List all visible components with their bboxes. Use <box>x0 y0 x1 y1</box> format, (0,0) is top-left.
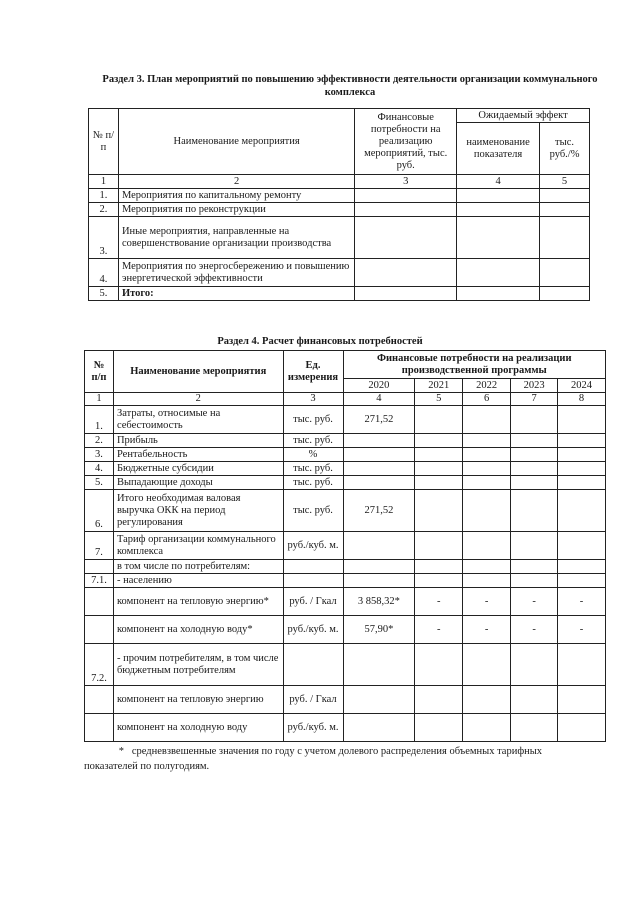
row-unit: руб./куб. м. <box>283 616 343 644</box>
row-value <box>343 434 415 448</box>
header-indicator: наименование показателя <box>457 123 540 175</box>
row-value <box>415 560 463 574</box>
row-value <box>343 462 415 476</box>
col-number: 3 <box>283 393 343 406</box>
row-value <box>558 574 606 588</box>
row-name: Затраты, относимые на себестоимость <box>113 406 283 434</box>
header-name: Наименование мероприятия <box>113 351 283 393</box>
row-value <box>511 490 558 532</box>
table-row <box>89 259 590 287</box>
table-row <box>85 532 606 560</box>
row-unit: руб./куб. м. <box>283 714 343 742</box>
row-unit: руб. / Гкал <box>283 588 343 616</box>
footnote-text: средневзвешенные значения по году с учетом долевого распределения объемных тарифных показателей по полугодиям. <box>84 746 543 772</box>
row-value: - <box>463 616 511 644</box>
row-value <box>558 714 606 742</box>
row-num <box>85 714 114 742</box>
row-unit: руб./куб. м. <box>283 532 343 560</box>
row-value <box>558 560 606 574</box>
row-num <box>85 560 114 574</box>
table-row <box>85 462 606 476</box>
row-num: 7.2. <box>85 644 114 686</box>
row-name: Рентабельность <box>113 448 283 462</box>
row-name: компонент на тепловую энергию <box>113 686 283 714</box>
section-4-table <box>84 350 606 742</box>
row-value <box>511 574 558 588</box>
row-num <box>85 686 114 714</box>
row-num <box>85 588 114 616</box>
row-num: 5. <box>85 476 114 490</box>
row-value <box>415 434 463 448</box>
row-unit: тыс. руб. <box>283 476 343 490</box>
row-value <box>343 448 415 462</box>
row-value <box>343 644 415 686</box>
column-number-row <box>89 175 590 189</box>
row-value <box>511 714 558 742</box>
row-name: в том числе по потребителям: <box>113 560 283 574</box>
header-year: 2024 <box>558 379 606 393</box>
row-value <box>511 560 558 574</box>
row-value <box>463 574 511 588</box>
header-unit: Ед. измерения <box>283 351 343 393</box>
row-num: 5. <box>89 287 119 301</box>
row-unit: тыс. руб. <box>283 462 343 476</box>
table-row <box>85 588 606 616</box>
row-value <box>463 532 511 560</box>
row-value <box>415 448 463 462</box>
row-unit <box>283 560 343 574</box>
row-value <box>343 574 415 588</box>
row-value: - <box>558 616 606 644</box>
row-value <box>463 406 511 434</box>
header-num: № п/п <box>89 109 119 175</box>
row-value <box>558 644 606 686</box>
col-number: 1 <box>89 175 119 189</box>
row-name: Итого необходимая валовая выручка ОКК на период регулирования <box>113 490 283 532</box>
row-value <box>558 476 606 490</box>
col-number: 1 <box>85 393 114 406</box>
table-row <box>85 644 606 686</box>
row-num: 2. <box>85 434 114 448</box>
row-value <box>511 462 558 476</box>
row-name: Мероприятия по капитальному ремонту <box>118 189 354 203</box>
footnote-mark: * <box>118 746 124 757</box>
header-finance: Финансовые потребности на реализацию мероприятий, тыс. руб. <box>355 109 457 175</box>
row-value <box>511 686 558 714</box>
section-4-title: Раздел 4. Расчет финансовых потребностей <box>217 336 423 347</box>
table-row <box>85 686 606 714</box>
row-value <box>558 490 606 532</box>
row-value <box>463 490 511 532</box>
row-name: - прочим потребителям, в том числе бюджетным потребителям <box>113 644 283 686</box>
header-year: 2022 <box>463 379 511 393</box>
row-value <box>511 448 558 462</box>
row-value: - <box>463 588 511 616</box>
row-value <box>511 406 558 434</box>
row-num: 4. <box>85 462 114 476</box>
row-value <box>463 686 511 714</box>
row-num: 3. <box>89 217 119 259</box>
header-finance: Финансовые потребности на реализации производственной программы <box>343 351 606 379</box>
header-effect: Ожидаемый эффект <box>457 109 590 123</box>
row-num: 3. <box>85 448 114 462</box>
row-unit <box>283 574 343 588</box>
row-value <box>463 476 511 490</box>
row-name: - населению <box>113 574 283 588</box>
row-num: 4. <box>89 259 119 287</box>
row-unit: тыс. руб. <box>283 490 343 532</box>
row-unit: % <box>283 448 343 462</box>
row-value <box>343 476 415 490</box>
col-number: 7 <box>511 393 558 406</box>
row-num: 1. <box>89 189 119 203</box>
col-number: 8 <box>558 393 606 406</box>
row-value <box>558 434 606 448</box>
row-unit <box>283 644 343 686</box>
row-value: - <box>558 588 606 616</box>
row-value: 271,52 <box>343 406 415 434</box>
row-value <box>558 686 606 714</box>
row-num: 7.1. <box>85 574 114 588</box>
row-name: Прибыль <box>113 434 283 448</box>
section-3-table <box>88 108 590 301</box>
row-value <box>463 434 511 448</box>
row-value <box>463 560 511 574</box>
table-row <box>85 448 606 462</box>
row-unit: тыс. руб. <box>283 406 343 434</box>
row-value <box>415 490 463 532</box>
row-name: Выпадающие доходы <box>113 476 283 490</box>
col-number: 2 <box>113 393 283 406</box>
row-value <box>558 462 606 476</box>
table-row <box>85 616 606 644</box>
row-num: 1. <box>85 406 114 434</box>
row-unit: тыс. руб. <box>283 434 343 448</box>
row-value: - <box>511 588 558 616</box>
row-value <box>343 560 415 574</box>
table-row <box>85 406 606 434</box>
header-year: 2023 <box>511 379 558 393</box>
row-value <box>463 462 511 476</box>
row-value <box>511 644 558 686</box>
column-number-row <box>85 393 606 406</box>
row-value <box>463 448 511 462</box>
row-num: 2. <box>89 203 119 217</box>
header-name: Наименование мероприятия <box>118 109 354 175</box>
row-value <box>511 532 558 560</box>
row-value <box>343 714 415 742</box>
table-row <box>85 714 606 742</box>
col-number: 3 <box>355 175 457 189</box>
row-unit: руб. / Гкал <box>283 686 343 714</box>
row-value <box>511 434 558 448</box>
table-row-total <box>89 287 590 301</box>
table-row <box>85 434 606 448</box>
row-value <box>463 644 511 686</box>
col-number: 5 <box>540 175 590 189</box>
row-value <box>415 462 463 476</box>
row-value: 57,90* <box>343 616 415 644</box>
row-name: Иные мероприятия, направленные на совершенствование организации производства <box>118 217 354 259</box>
table-row <box>85 560 606 574</box>
row-value <box>558 406 606 434</box>
col-number: 4 <box>343 393 415 406</box>
row-value <box>343 532 415 560</box>
row-name: Итого: <box>118 287 354 301</box>
row-name: Тариф организации коммунального комплекса <box>113 532 283 560</box>
row-value <box>558 532 606 560</box>
table-row <box>85 490 606 532</box>
table-row <box>89 189 590 203</box>
row-value: - <box>415 616 463 644</box>
header-unit: тыс. руб./% <box>540 123 590 175</box>
section-3-title: Раздел 3. План мероприятий по повышению эффективности деятельности организации коммунального комплекса <box>102 74 598 98</box>
col-number: 5 <box>415 393 463 406</box>
row-value <box>463 714 511 742</box>
row-num <box>85 616 114 644</box>
row-value <box>415 406 463 434</box>
row-name: Мероприятия по энергосбережению и повышению энергетической эффективности <box>118 259 354 287</box>
row-value <box>415 714 463 742</box>
row-name: Бюджетные субсидии <box>113 462 283 476</box>
row-name: компонент на холодную воду <box>113 714 283 742</box>
row-value <box>558 448 606 462</box>
row-value: 3 858,32* <box>343 588 415 616</box>
table-row <box>89 217 590 259</box>
table-row <box>85 574 606 588</box>
row-value <box>343 686 415 714</box>
table-row <box>85 476 606 490</box>
row-value: - <box>511 616 558 644</box>
row-name: компонент на тепловую энергию* <box>113 588 283 616</box>
row-num: 7. <box>85 532 114 560</box>
header-num: № п/п <box>85 351 114 393</box>
row-num: 6. <box>85 490 114 532</box>
row-value <box>415 532 463 560</box>
footnote <box>84 744 594 774</box>
table-row <box>89 203 590 217</box>
row-value <box>415 644 463 686</box>
row-name: компонент на холодную воду* <box>113 616 283 644</box>
col-number: 6 <box>463 393 511 406</box>
row-value <box>511 476 558 490</box>
row-value <box>415 686 463 714</box>
header-year: 2020 <box>343 379 415 393</box>
col-number: 4 <box>457 175 540 189</box>
row-value: 271,52 <box>343 490 415 532</box>
header-year: 2021 <box>415 379 463 393</box>
row-value: - <box>415 588 463 616</box>
col-number: 2 <box>118 175 354 189</box>
row-name: Мероприятия по реконструкции <box>118 203 354 217</box>
row-value <box>415 476 463 490</box>
row-value <box>415 574 463 588</box>
